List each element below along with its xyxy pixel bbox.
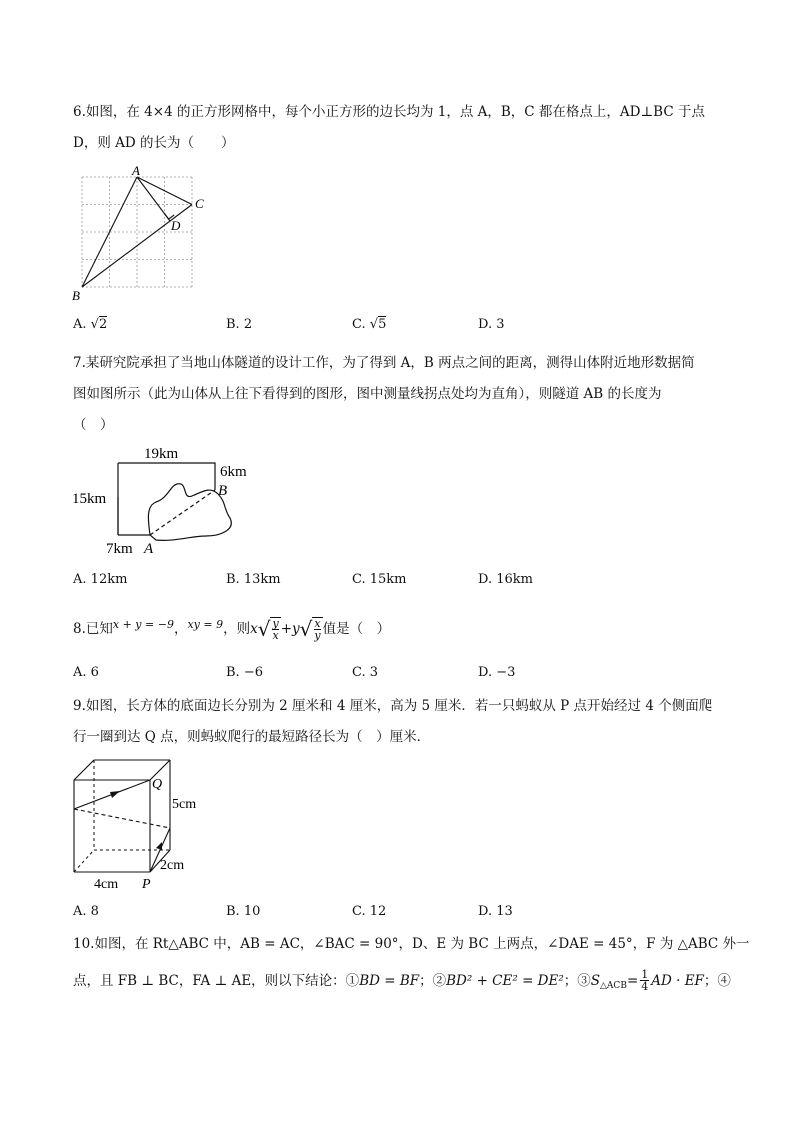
q7-option-b: B. 13km bbox=[226, 572, 281, 587]
q9-text-line1: 9.如图，长方体的底面边长分别为 2 厘米和 4 厘米，高为 5 厘米．若一只蚂蚁从 P 点开始经过 4 个侧面爬 bbox=[73, 698, 713, 714]
q9-option-c: C. 12 bbox=[352, 904, 387, 919]
sqrt-symbol: √ bbox=[90, 317, 99, 332]
sqrt-symbol: √ bbox=[369, 317, 379, 332]
q9-option-d: D. 13 bbox=[478, 904, 513, 919]
q7-text-line3: （ ） bbox=[73, 417, 114, 433]
sqrt-symbol: √ bbox=[299, 617, 313, 641]
q10-text-line1: 10.如图，在 Rt△ABC 中，AB = AC，∠BAC = 90°，D、E 为 BC 上两点，∠DAE = 45°，F 为 △ABC 外一 bbox=[73, 936, 750, 952]
q7-label-a: A bbox=[144, 541, 154, 557]
q7-option-a: A. 12km bbox=[73, 572, 128, 587]
q9-figure bbox=[68, 752, 218, 892]
q9-label-depth: 2cm bbox=[160, 858, 185, 873]
q6-figure bbox=[70, 160, 230, 305]
q8-option-b: B. −6 bbox=[226, 665, 263, 680]
q6-option-a: A. √2 bbox=[73, 317, 108, 332]
q9-option-a: A. 8 bbox=[73, 904, 99, 919]
q7-figure bbox=[70, 440, 270, 560]
q7-label-b: B bbox=[218, 483, 228, 499]
q6-label-b: B bbox=[72, 288, 80, 303]
q6-label-c: C bbox=[195, 196, 204, 211]
arrow-icon bbox=[110, 791, 120, 798]
q9-option-b: B. 10 bbox=[226, 904, 261, 919]
q7-option-d: D. 16km bbox=[478, 572, 533, 587]
q9-label-p: P bbox=[142, 877, 151, 892]
q8-option-a: A. 6 bbox=[73, 665, 99, 680]
q7-text-line2: 图如图所示（此为山体从上往下看得到的图形，图中测量线拐点处均为直角），则隧道 AB 的长度为 bbox=[73, 386, 662, 402]
q9-label-width: 4cm bbox=[94, 877, 119, 892]
q8-option-c: C. 3 bbox=[352, 665, 379, 680]
q7-rect-top bbox=[118, 463, 215, 490]
q9-label-height: 5cm bbox=[172, 797, 197, 812]
q10-text-line2: 点，且 FB ⊥ BC，FA ⊥ AE，则以下结论：① BD = BF ；② BD² + CE² = DE² ；③ S △ACB = $\frac{1}{4}$ AD · EF ；④ bbox=[73, 968, 731, 993]
q8-text: 8.已知 x + y = −9 ， xy = 9 ，则 x √ y x + y √ x y 值是（ ） bbox=[73, 617, 391, 642]
q7-label-right: 6km bbox=[220, 464, 247, 480]
q9-label-q: Q bbox=[152, 777, 163, 792]
q9-text-line2: 行一圈到达 Q 点，则蚂蚁爬行的最短路径长为（ ）厘米． bbox=[73, 729, 431, 745]
fraction-y-over-x: y x bbox=[272, 617, 279, 642]
fraction-x-over-y: x y bbox=[314, 617, 321, 642]
fraction-one-quarter: $\frac{1}{4}$ bbox=[641, 968, 649, 993]
q7-tunnel-ab bbox=[150, 490, 215, 535]
q6-label-a: A bbox=[132, 163, 140, 178]
q6-option-d: D. 3 bbox=[478, 317, 505, 332]
q6-text-line1: 6.如图，在 4×4 的正方形网格中，每个小正方形的边长均为 1，点 A，B，C 都在格点上，AD⊥BC 于点 bbox=[73, 104, 705, 120]
q9-ant-path bbox=[74, 780, 170, 872]
q6-option-b: B. 2 bbox=[226, 317, 253, 332]
q7-label-top: 19km bbox=[144, 446, 179, 462]
q7-option-c: C. 15km bbox=[352, 572, 407, 587]
q6-text-line2: D，则 AD 的长为（ ） bbox=[73, 135, 235, 151]
q7-label-left: 15km bbox=[72, 491, 107, 507]
q7-text-line1: 7.某研究院承担了当地山体隧道的设计工作，为了得到 A，B 两点之间的距离，测得山体附近地形数据简 bbox=[73, 355, 695, 371]
q7-label-bottom: 7km bbox=[106, 541, 133, 557]
sqrt-symbol: √ bbox=[257, 617, 271, 641]
arrow-icon bbox=[156, 842, 162, 850]
q8-option-d: D. −3 bbox=[478, 665, 516, 680]
q6-label-d: D bbox=[171, 218, 181, 233]
q6-option-c: C. √5 bbox=[352, 317, 387, 332]
